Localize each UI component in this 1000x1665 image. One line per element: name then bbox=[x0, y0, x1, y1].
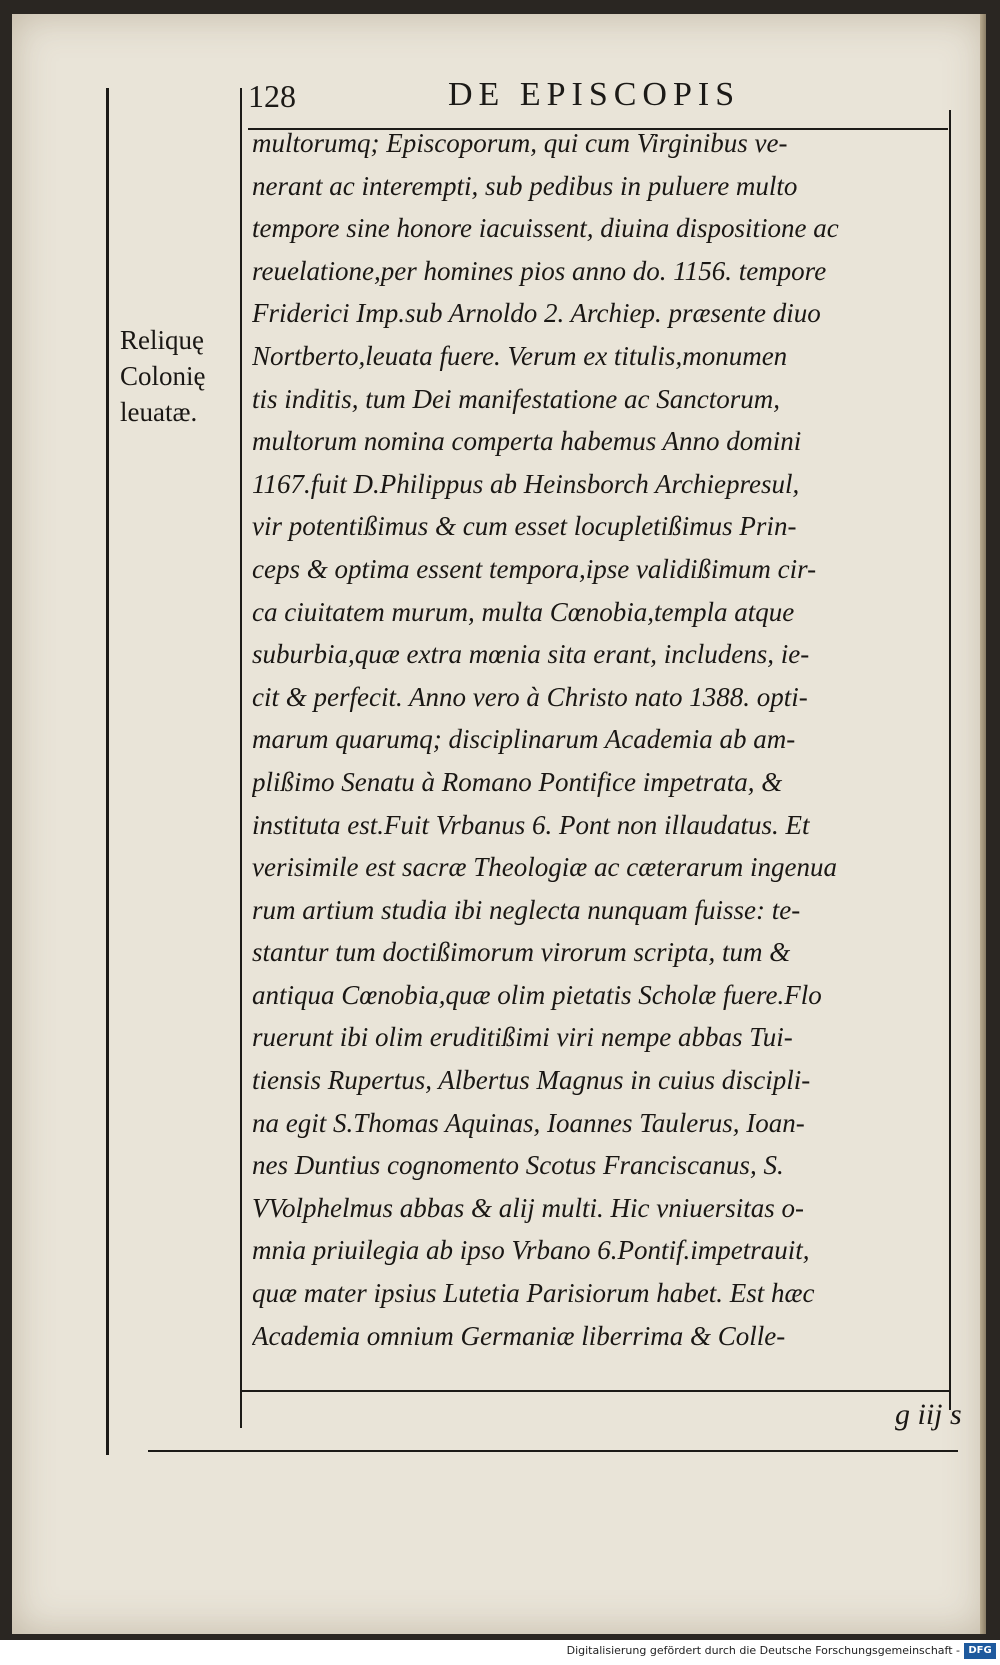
margin-note bbox=[120, 322, 238, 430]
text-line: VVolphelmus abbas & alij multi. Hic vniuersitas o- bbox=[252, 1192, 804, 1223]
text-line: na egit S.Thomas Aquinas, Ioannes Taulerus, Ioan- bbox=[252, 1107, 805, 1138]
page-edge bbox=[980, 14, 986, 1634]
footer-bar bbox=[0, 1640, 1000, 1665]
text-line: plißimo Senatu à Romano Pontifice impetrata, & bbox=[252, 766, 783, 797]
text-line: tis inditis, tum Dei manifestatione ac Sanctorum, bbox=[252, 383, 780, 414]
page-number: 128 bbox=[248, 78, 296, 114]
text-line: cit & perfecit. Anno vero à Christo nato 1388. opti- bbox=[252, 681, 808, 712]
footer-credit: Digitalisierung gefördert durch die Deutsche Forschungsgemeinschaft - bbox=[566, 1644, 960, 1657]
text-frame-left-rule bbox=[240, 88, 242, 1428]
text-line: quæ mater ipsius Lutetia Parisiorum habet. Est hæc bbox=[252, 1278, 815, 1309]
text-line: multorumq; Episcoporum, qui cum Virginibus ve- bbox=[252, 128, 788, 158]
body-text bbox=[252, 122, 946, 1357]
text-line: instituta est.Fuit Vrbanus 6. Pont non illaudatus. Et bbox=[252, 809, 810, 840]
text-line: vir potentißimus & cum esset locupletißimus Prin- bbox=[252, 511, 797, 542]
text-frame-bottom-rule bbox=[240, 1390, 950, 1392]
text-line: reuelatione,per homines pios anno do. 1156. tempore bbox=[252, 255, 827, 286]
text-line: antiqua Cœnobia,quæ olim pietatis Scholæ fuere.Flo bbox=[252, 979, 822, 1010]
text-line: tiensis Rupertus, Albertus Magnus in cuius discipli- bbox=[252, 1065, 811, 1096]
text-line: ruerunt ibi olim eruditißimi viri nempe abbas Tui- bbox=[252, 1022, 793, 1053]
text-line: stantur tum doctißimorum virorum scripta, tum & bbox=[252, 937, 791, 968]
dfg-logo-icon: DFG bbox=[964, 1643, 996, 1659]
page-bottom-rule bbox=[148, 1450, 958, 1452]
running-head: DE EPISCOPIS bbox=[448, 76, 741, 113]
text-line: ca ciuitatem murum, multa Cœnobia,templa atque bbox=[252, 596, 795, 627]
signature-mark: g iij s bbox=[895, 1398, 962, 1431]
text-line: ceps & optima essent tempora,ipse validißimum cir- bbox=[252, 553, 817, 584]
text-line: nes Duntius cognomento Scotus Franciscanus, S. bbox=[252, 1150, 784, 1181]
text-line: rum artium studia ibi neglecta nunquam fuisse: te- bbox=[252, 894, 801, 925]
text-line: marum quarumq; disciplinarum Academia ab am- bbox=[252, 724, 796, 755]
margin-rule-left bbox=[106, 88, 109, 1455]
text-frame-right-rule bbox=[949, 110, 951, 1410]
text-line: Friderici Imp.sub Arnoldo 2. Archiep. præsente diuo bbox=[252, 298, 821, 329]
text-line: nerant ac interempti, sub pedibus in puluere multo bbox=[252, 170, 798, 201]
margin-note-line: leuatæ. bbox=[120, 397, 198, 427]
text-line: verisimile est sacræ Theologiæ ac cæterarum ingenua bbox=[252, 852, 837, 883]
text-line: mnia priuilegia ab ipso Vrbano 6.Pontif.impetrauit, bbox=[252, 1235, 810, 1266]
text-line: Nortberto,leuata fuere. Verum ex titulis,monumen bbox=[252, 340, 788, 371]
text-line: Academia omnium Germaniæ liberrima & Colle- bbox=[252, 1320, 786, 1351]
margin-note-line: Reliquę bbox=[120, 325, 204, 355]
text-line: 1167.fuit D.Philippus ab Heinsborch Archiepresul, bbox=[252, 468, 800, 499]
text-line: tempore sine honore iacuissent, diuina dispositione ac bbox=[252, 213, 839, 244]
text-line: multorum nomina comperta habemus Anno domini bbox=[252, 426, 802, 457]
text-line: suburbia,quæ extra mœnia sita erant, includens, ie- bbox=[252, 639, 810, 670]
margin-note-line: Colonię bbox=[120, 361, 206, 391]
